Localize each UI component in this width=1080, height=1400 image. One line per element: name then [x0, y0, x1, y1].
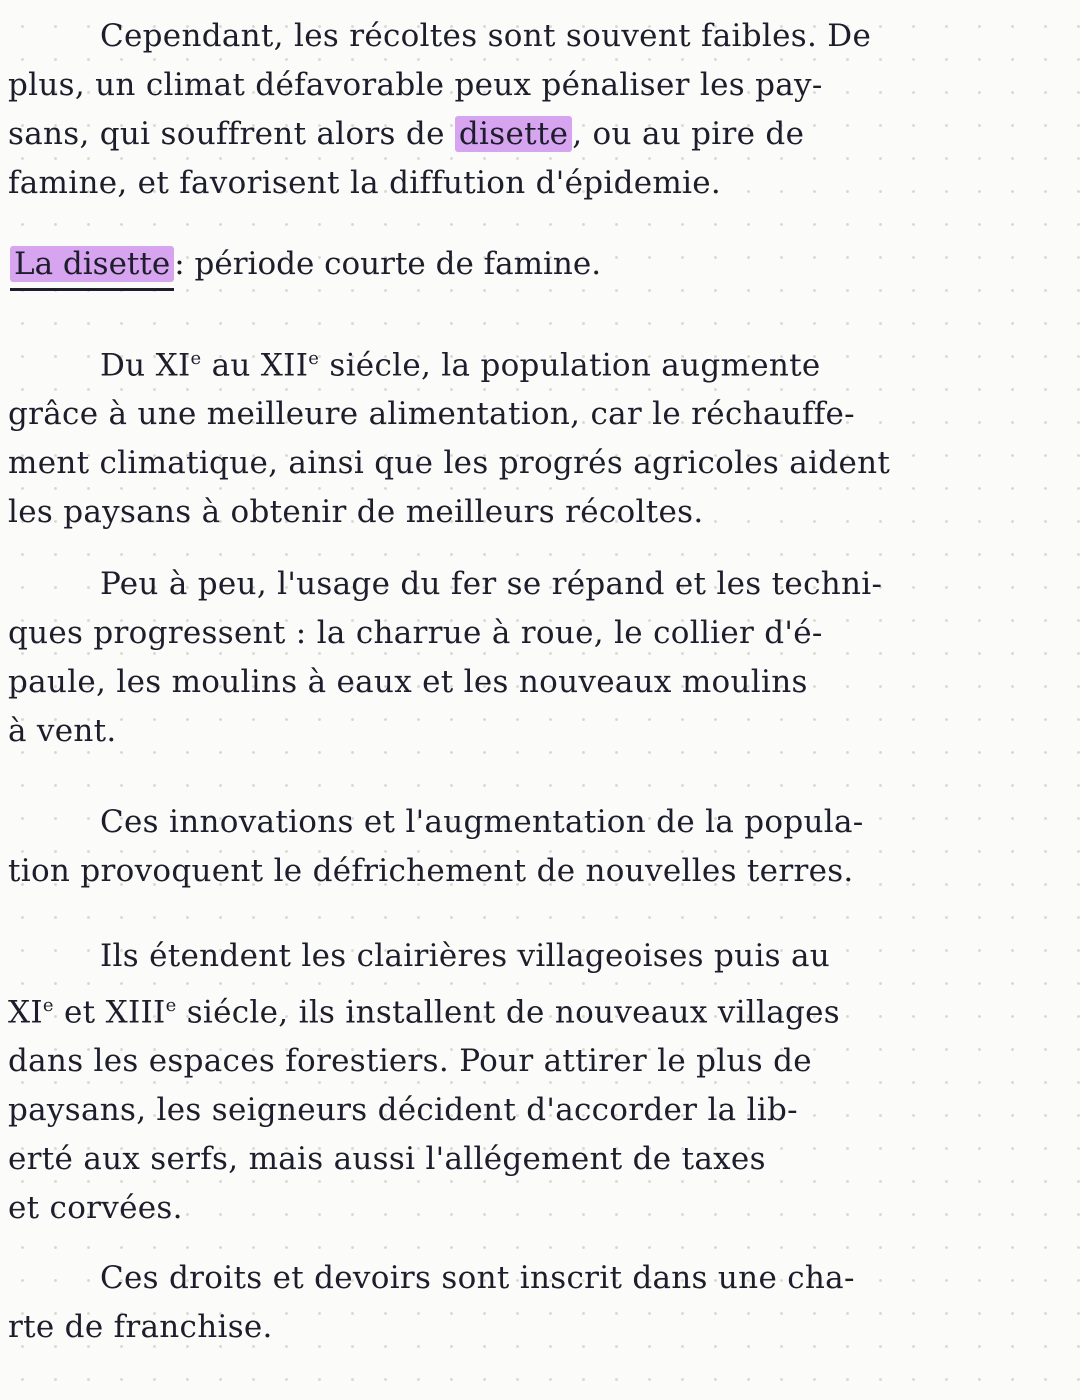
text-line: ment climatique, ainsi que les progrés agricoles aident: [8, 445, 891, 482]
text-fragment: au XII: [201, 347, 309, 384]
text-line: rte de franchise.: [8, 1309, 273, 1345]
text-line: plus, un climat défavorable peux pénaliser les pay-: [8, 67, 823, 103]
text-line: Ces droits et devoirs sont inscrit dans une cha-: [100, 1260, 855, 1296]
text-fragment: et XIII: [53, 994, 166, 1031]
text-fragment: Du XI: [100, 347, 191, 384]
text-line: les paysans à obtenir de meilleurs récoltes.: [8, 494, 704, 531]
text-line: paysans, les seigneurs décident d'accorder la lib-: [8, 1092, 798, 1129]
highlighted-term: disette: [455, 116, 572, 152]
superscript: e: [308, 348, 320, 369]
paragraph-villages: [8, 932, 1060, 1233]
paragraph-clearing: [8, 798, 1060, 896]
text-fragment: , ou au pire de: [572, 116, 805, 152]
text-line: et corvées.: [8, 1190, 183, 1227]
text-line: [8, 334, 1060, 390]
definition-term: [10, 246, 174, 291]
superscript: e: [42, 995, 54, 1016]
superscript: e: [165, 995, 177, 1016]
text-line: [8, 981, 1060, 1037]
text-fragment: siécle, la population augmente: [319, 347, 821, 384]
highlighted-term: La disette: [10, 246, 174, 282]
text-line: [8, 110, 1060, 159]
paragraph-techniques: [8, 560, 1060, 756]
text-line: dans les espaces forestiers. Pour attirer le plus de: [8, 1043, 812, 1080]
definition-text: période courte de famine.: [194, 246, 602, 282]
text-line: Cependant, les récoltes sont souvent faibles. De: [100, 18, 872, 54]
text-fragment: sans, qui souffrent alors de: [8, 116, 445, 152]
text-line: tion provoquent le défrichement de nouvelles terres.: [8, 853, 854, 889]
text-line: erté aux serfs, mais aussi l'allégement de taxes: [8, 1141, 766, 1178]
superscript: e: [190, 348, 202, 369]
text-line: Peu à peu, l'usage du fer se répand et les techni-: [100, 566, 883, 602]
text-line: Ces innovations et l'augmentation de la popula-: [100, 804, 864, 840]
text-line: famine, et favorisent la diffution d'épidemie.: [8, 165, 722, 201]
text-line: paule, les moulins à eaux et les nouveaux moulins: [8, 664, 808, 700]
text-fragment: XI: [8, 994, 43, 1031]
paragraph-population: [8, 334, 1060, 537]
definition-separator: :: [174, 246, 185, 282]
paragraph-harvests: [8, 12, 1060, 208]
definition: [10, 240, 601, 289]
text-line: ques progressent : la charrue à roue, le collier d'é-: [8, 615, 823, 651]
paragraph-charter: [8, 1254, 1060, 1352]
text-fragment: siécle, ils installent de nouveaux villages: [176, 994, 840, 1031]
text-line: Ils étendent les clairières villageoises puis au: [100, 938, 831, 974]
text-line: à vent.: [8, 713, 117, 749]
text-line: grâce à une meilleure alimentation, car le réchauffe-: [8, 396, 855, 433]
